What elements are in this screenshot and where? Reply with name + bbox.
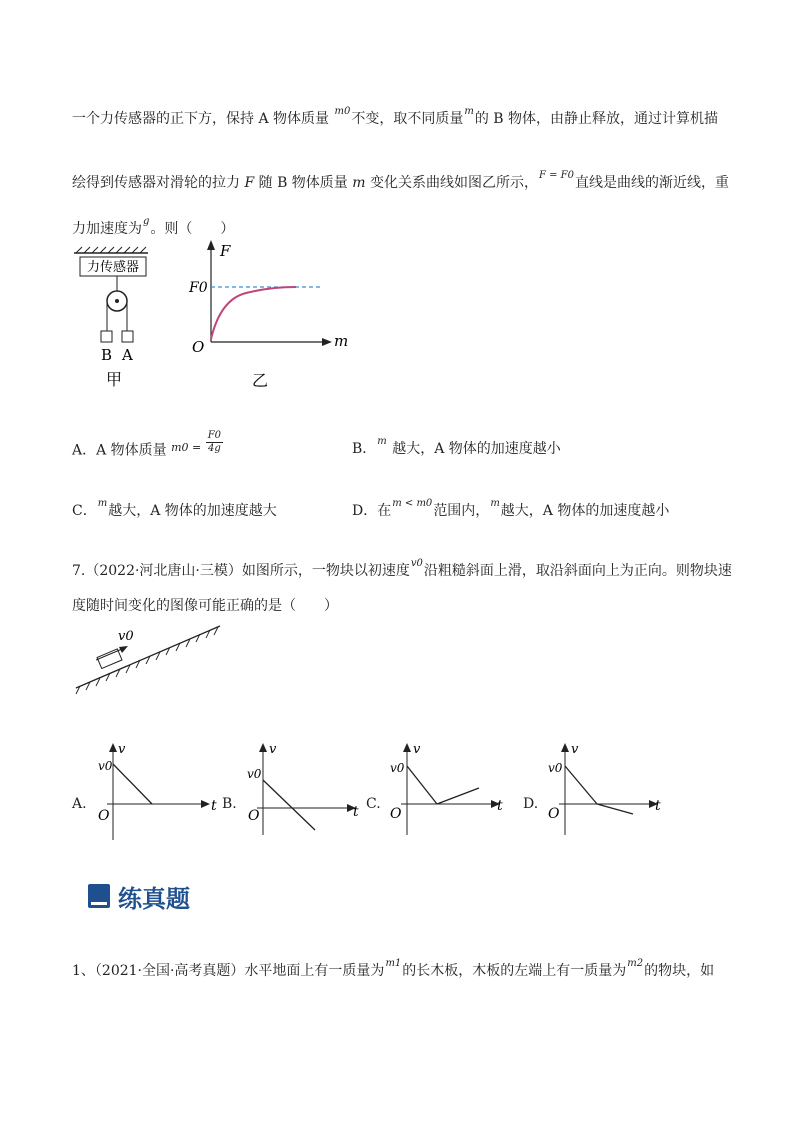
vt-graph-B (243, 740, 368, 840)
caption-jia: 甲 (106, 370, 123, 389)
vt-graph-D (545, 740, 670, 840)
axis-m-label: m (334, 332, 349, 350)
option-A[interactable]: A．A 物体质量 m0 = $\frac{F0}{4g}$ (72, 430, 222, 459)
book-icon (88, 884, 110, 908)
figure-yi-graph (186, 238, 351, 396)
label-B: B (101, 346, 113, 364)
svg-text:v: v (571, 742, 579, 757)
m-symbol: m (464, 106, 474, 117)
svg-text:O: O (548, 806, 560, 822)
incline-figure (70, 618, 230, 698)
section-title: 练真题 (118, 884, 190, 913)
svg-text:O: O (390, 806, 402, 822)
option-D[interactable]: D．在$^{m < m0}$范围内，$^m$越大，A 物体的加速度越小 (352, 498, 670, 519)
option-C[interactable]: C．$^m$越大，A 物体的加速度越大 (72, 498, 277, 519)
m0-symbol: m0 (334, 106, 351, 117)
svg-text:t: t (211, 798, 217, 814)
svg-text:v: v (413, 742, 421, 757)
graph-option-B-letter[interactable]: B. (222, 796, 237, 812)
axis-F-label: F (220, 242, 231, 260)
svg-text:v: v (269, 742, 277, 757)
svg-text:v: v (118, 742, 126, 757)
svg-text:O: O (248, 808, 260, 824)
graph-option-A-letter[interactable]: A. (72, 796, 87, 812)
caption-yi: 乙 (252, 371, 269, 390)
vt-line-A (113, 764, 152, 804)
graph-option-D-letter[interactable]: D. (523, 796, 539, 812)
q7-line-2: 度随时间变化的图像可能正确的是（ ） (72, 598, 338, 614)
svg-text:t: t (655, 798, 661, 814)
force-sensor-label: 力传感器 (86, 260, 140, 275)
svg-text:v0: v0 (247, 767, 262, 781)
label-A: A (122, 346, 133, 364)
asymptote-label: F0 (189, 280, 208, 296)
block-A (122, 331, 133, 342)
sliding-block (97, 649, 122, 669)
asymptote-equation: F = F0 (539, 170, 574, 181)
incline-v0-label: v0 (118, 629, 134, 644)
svg-text:v0: v0 (548, 761, 563, 775)
fraction-F0-4g: $\frac{F0}{4g}$ (207, 430, 222, 454)
svg-text:O: O (98, 808, 110, 824)
force-curve (211, 287, 296, 339)
vt-graph-A (95, 740, 220, 845)
vt-line-C-down (437, 788, 479, 804)
origin-label: O (192, 338, 205, 356)
svg-text:t: t (497, 798, 503, 814)
q6-line-1: 一个力传感器的正下方，保持 A 物体质量 $^{m0}$不变，取不同质量$^m$的 B 物体，由静止释放，通过计算机描 (72, 106, 718, 127)
svg-text:v0: v0 (98, 759, 113, 773)
vt-line-D-down (597, 804, 633, 814)
svg-text:v0: v0 (390, 761, 405, 775)
section-header (88, 876, 190, 916)
option-B[interactable]: B．$^m$ 越大，A 物体的加速度越小 (352, 436, 561, 457)
vt-graph-C (387, 740, 512, 840)
svg-text:t: t (353, 804, 359, 820)
vt-line-B (263, 780, 315, 830)
q6-line-2: 绘得到传感器对滑轮的拉力 F 随 B 物体质量 m 变化关系曲线如图乙所示，$^{F = F0}$直线是曲线的渐近线，重 (72, 170, 729, 191)
block-B (101, 331, 112, 342)
q1-line-1: 1、（2021·全国·高考真题）水平地面上有一质量为$^{m1}$的长木板，木板的左端上有一质量为$^{m2}$的物块，如 (72, 958, 715, 979)
figure-jia-pulley (70, 245, 170, 395)
q6-line-3: 力加速度为$^g$。则（ ） (72, 216, 235, 237)
graph-option-C-letter[interactable]: C. (366, 796, 381, 812)
vt-line-D-up (565, 766, 597, 804)
vt-line-C-up (407, 766, 437, 804)
q7-line-1: 7.（2022·河北唐山·三模）如图所示，一物块以初速度$^{v0}$沿粗糙斜面上滑，取沿斜面向上为正向。则物块速 (72, 558, 732, 579)
